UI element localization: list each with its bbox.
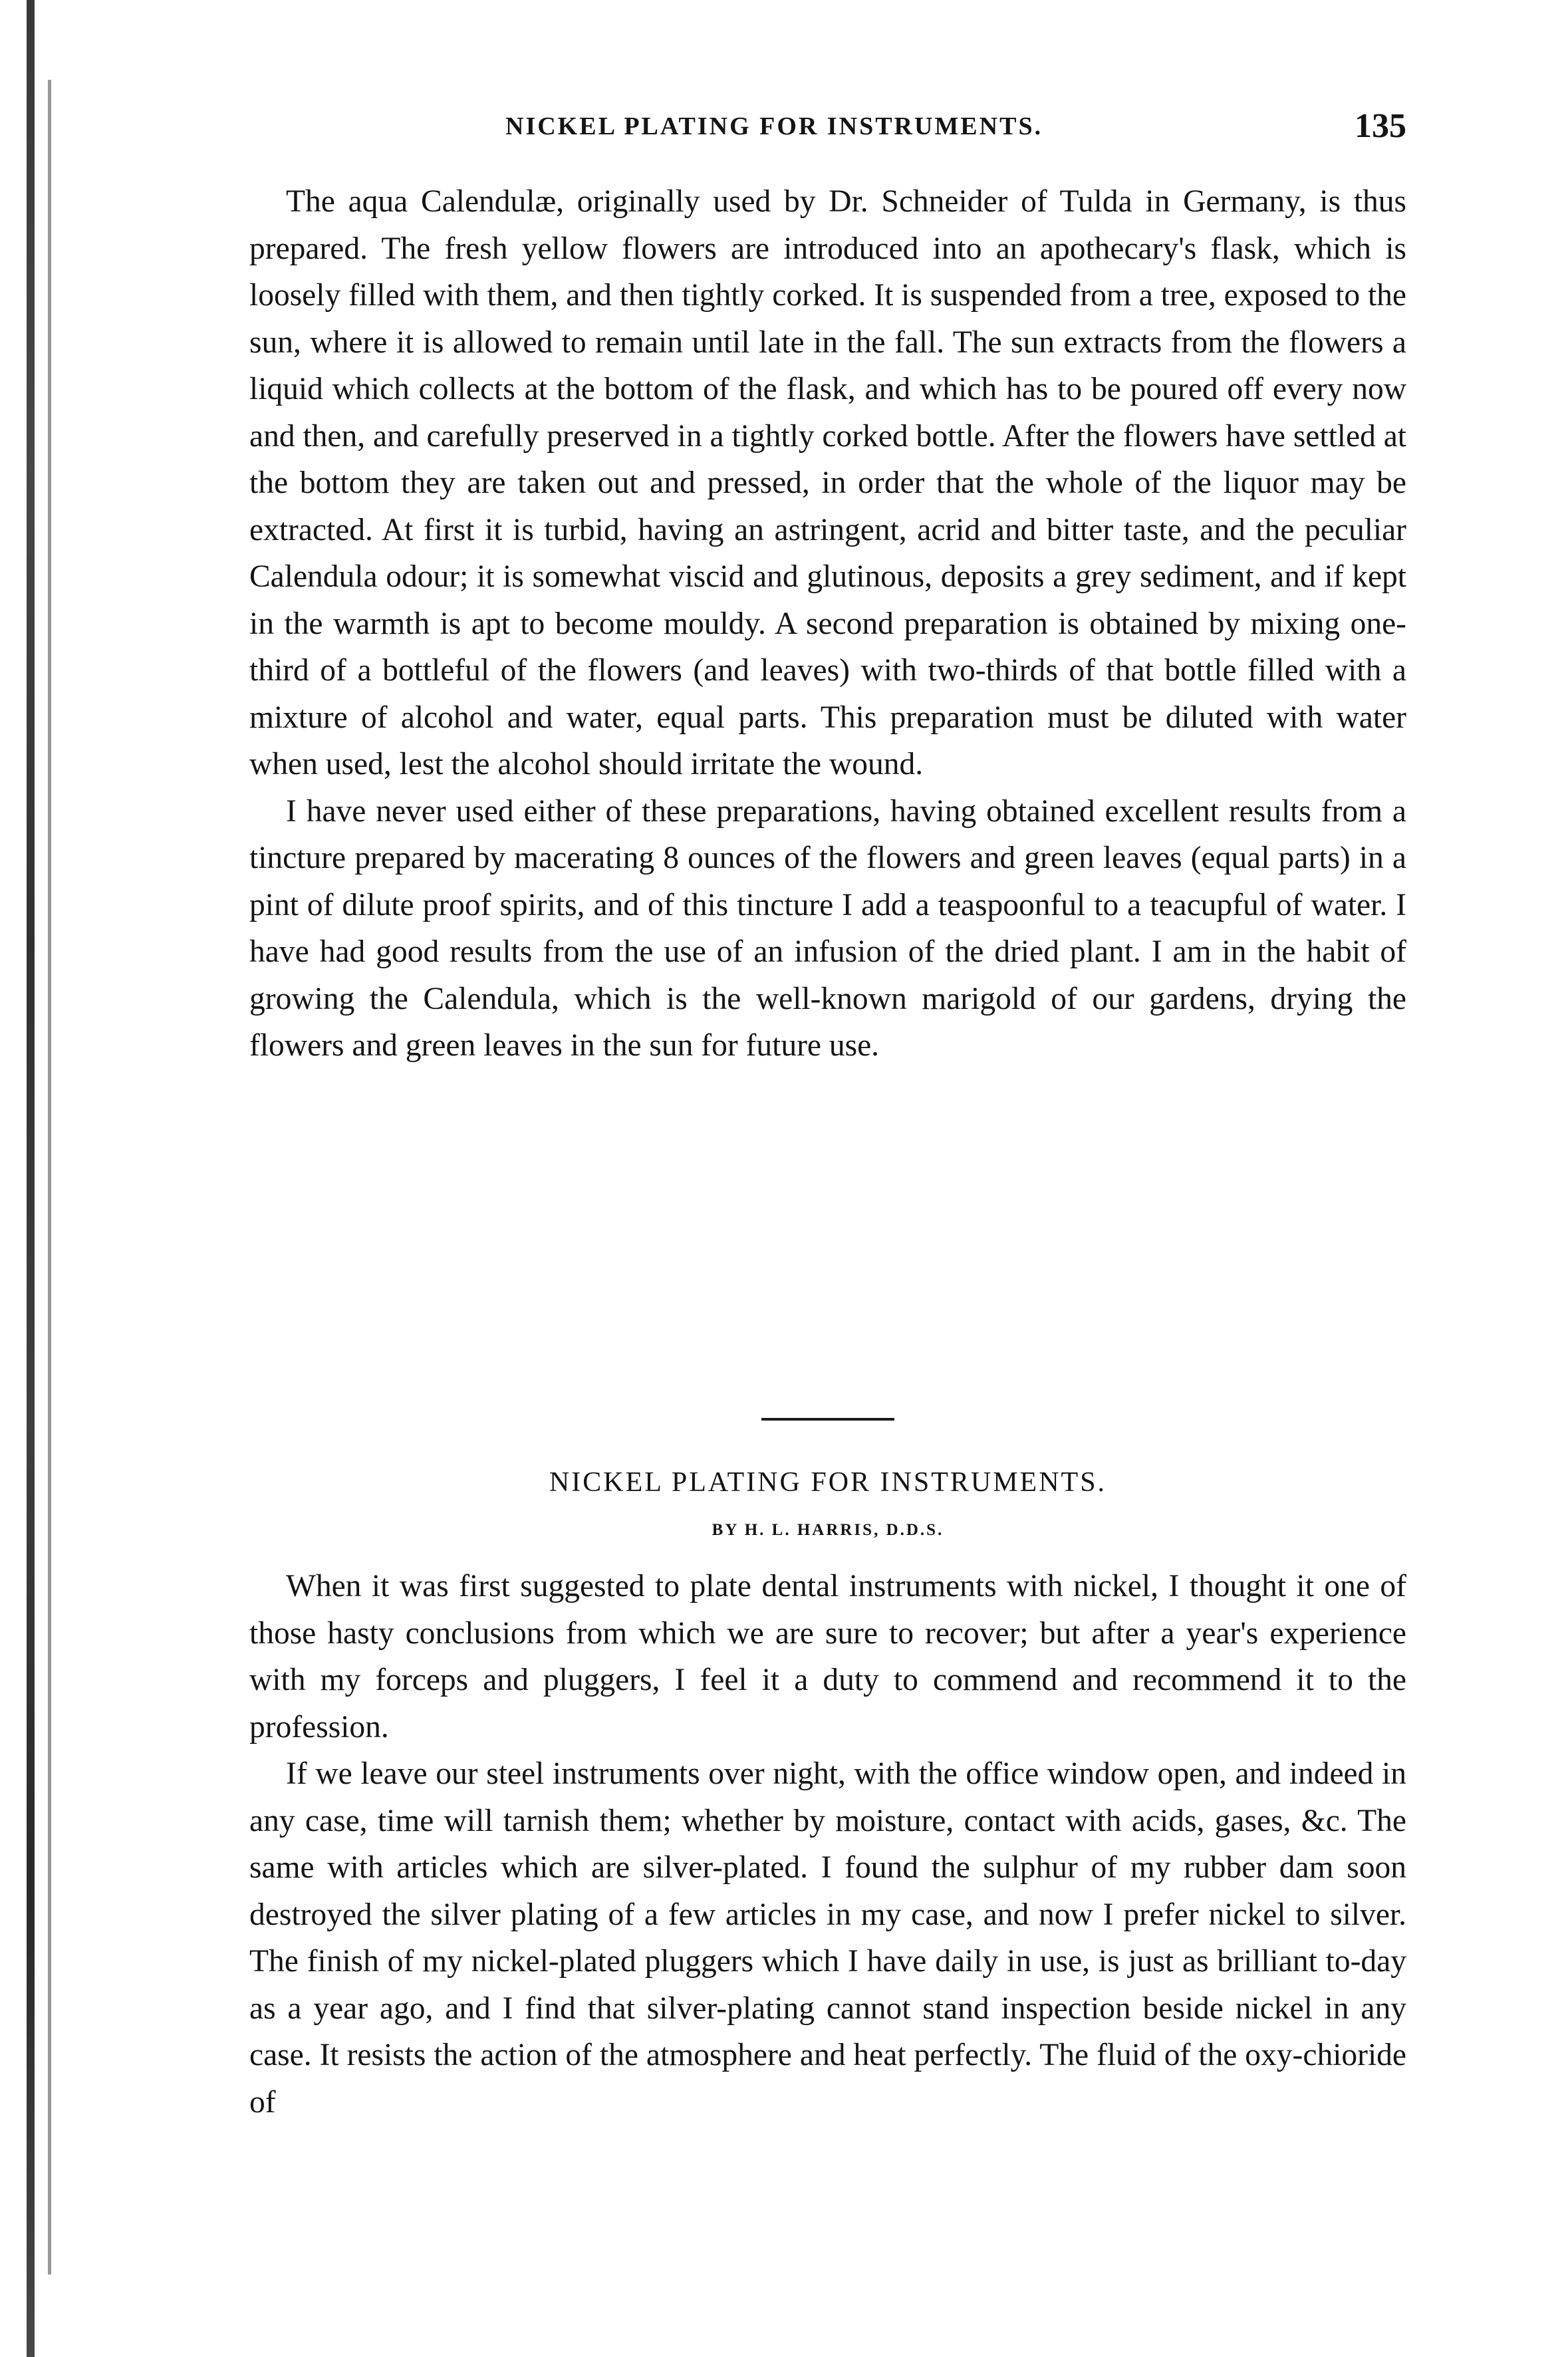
scan-binding-edge: [27, 0, 35, 2357]
paragraph: The aqua Calendulæ, originally used by Dr. Schneider of Tulda in Germany, is thus prepared. The fresh yellow flowers are introduced into an apothecary's flask, which is loosely filled with them, and then tightly corked. It is suspended from a tree, exposed to the sun, where it is allowed to remain until late in the fall. The sun extracts from the flowers a liquid which collects at the bottom of the flask, and which has to be poured off every now and then, and carefully preserved in a tightly corked bottle. After the flowers have settled at the bottom they are taken out and pressed, in order that the whole of the liquor may be extracted. At first it is turbid, having an astringent, acrid and bitter taste, and the peculiar Calendula odour; it is somewhat viscid and glutinous, deposits a grey sediment, and if kept in the warmth is apt to become mouldy. A second preparation is obtained by mixing one-third of a bottleful of the flowers (and leaves) with two-thirds of that bottle filled with a mixture of alcohol and water, equal parts. This preparation must be diluted with water when used, lest the alcohol should irritate the wound.: [249, 184, 1406, 781]
page-number: 135: [1355, 107, 1406, 145]
article-body: [249, 1563, 1406, 2126]
article-byline: BY H. L. HARRIS, D.D.S.: [712, 1521, 944, 1539]
running-head: [253, 107, 1406, 158]
paragraph: I have never used either of these preparations, having obtained excellent results from a tincture prepared by macerating 8 ounces of the flowers and green leaves (equal parts) in a pint of dilute proof spirits, and of this tincture I add a teaspoonful to a teacupful of water. I have had good results from the use of an infusion of the dried plant. I am in the habit of growing the Calendula, which is the well-known marigold of our gardens, drying the flowers and green leaves in the sun for future use.: [249, 793, 1406, 1063]
section-divider: [761, 1418, 894, 1421]
paragraph: If we leave our steel instruments over night, with the office window open, and indeed in any case, time will tarnish them; whether by moisture, contact with acids, gases, &c. The same with articles which are silver-plated. I found the sulphur of my rubber dam soon destroyed the silver plating of a few articles in my case, and now I prefer nickel to silver. The finish of my nickel-plated pluggers which I have daily in use, is just as brilliant to-day as a year ago, and I find that silver-plating cannot stand inspection beside nickel in any case. It resists the action of the atmosphere and heat perfectly. The fluid of the oxy-chioride of: [249, 1756, 1406, 2120]
paragraph: When it was first suggested to plate dental instruments with nickel, I thought it one of those hasty conclusions from which we are sure to recover; but after a year's experience with my forceps and pluggers, I feel it a duty to commend and recommend it to the profession.: [249, 1569, 1406, 1744]
running-head-title: NICKEL PLATING FOR INSTRUMENTS.: [505, 112, 1043, 140]
calendula-text: [249, 178, 1406, 1069]
scan-binding-shadow: [48, 80, 51, 2275]
article-title: NICKEL PLATING FOR INSTRUMENTS.: [549, 1467, 1107, 1498]
